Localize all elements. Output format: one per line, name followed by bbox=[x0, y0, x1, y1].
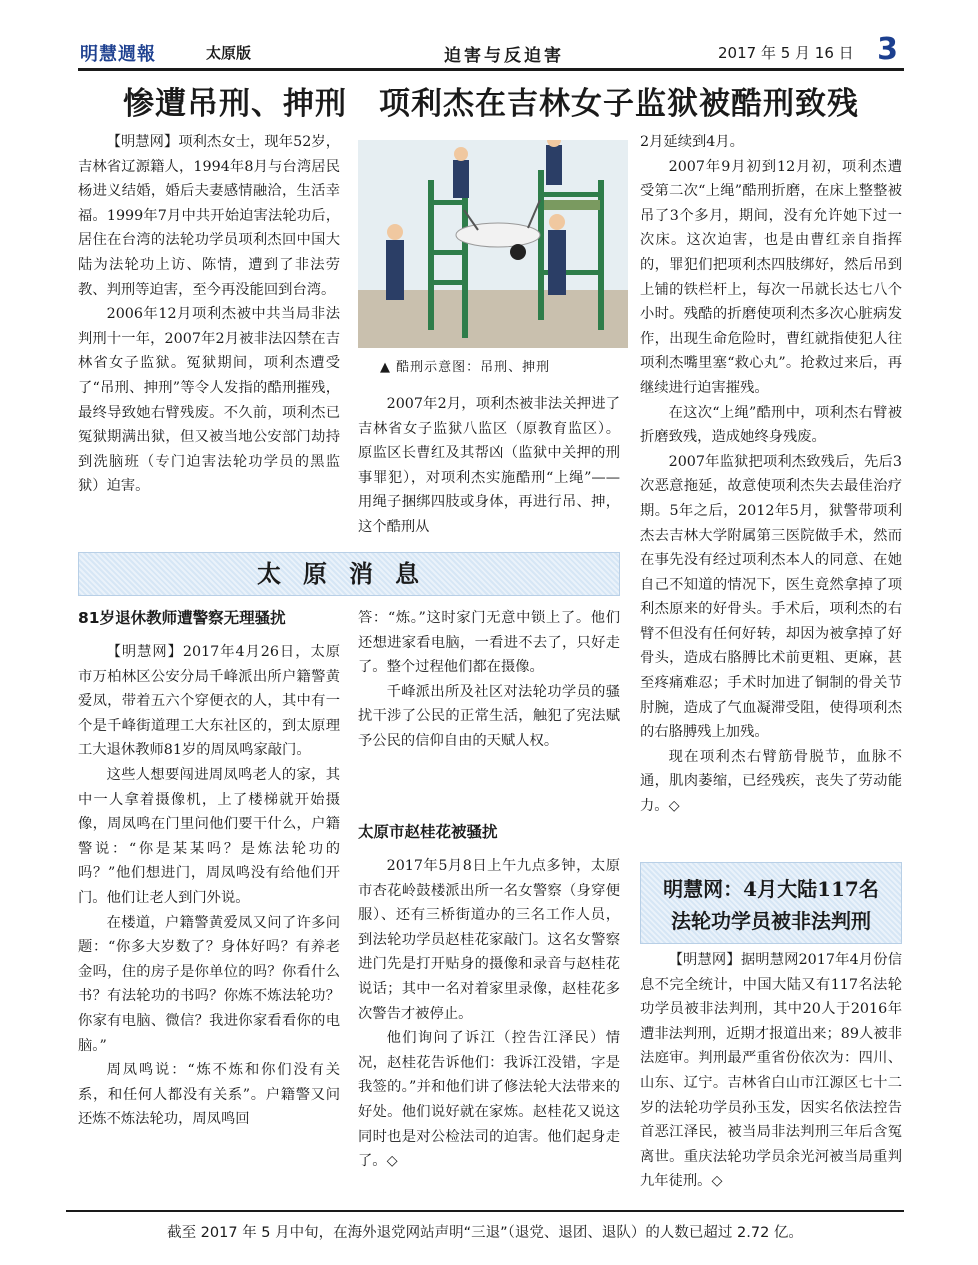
paragraph: 现在项利杰右臂筋骨脱节，血脉不通，肌肉萎缩，已经残疾，丧失了劳动能力。◇ bbox=[640, 748, 902, 815]
paragraph: 2007年9月初到12月初，项利杰遭受第二次“上绳”酷刑折磨，在床上整整被吊了3个多月，期间，没有允许她下过一次床。这次迫害，也是由曹红亲自指挥的，罪犯们把项利杰四肢绑好，然后吊到上铺的铁栏杆上，每次一吊就长达七八个小时。残酷的折磨使项利杰多次心脏病发作，出现生命危险时，曹红就指使犯人往项利杰嘴里塞“救心丸”。抢救过来后，再继续进行迫害摧残。 bbox=[640, 158, 902, 396]
sidebox-body bbox=[640, 948, 902, 1194]
paragraph: 2007年2月，项利杰被非法关押进了吉林省女子监狱八监区（原教育监区）。原监区长曹红及其帮凶（监狱中关押的刑事罪犯），对项利杰实施酷刑“上绳”——用绳子捆绑四肢或身体，再进行吊、抻，这个酷刑从 bbox=[358, 396, 620, 535]
sidebox-title-line1: 明慧网：4月大陆117名 bbox=[663, 877, 879, 901]
illustration-caption: ▲ 酷刑示意图：吊刑、抻刑 bbox=[380, 360, 551, 375]
article1-column3 bbox=[640, 130, 902, 819]
sidebox-title-line2: 法轮功学员被非法判刑 bbox=[671, 909, 871, 933]
section-title: 迫害与反迫害 bbox=[444, 46, 564, 66]
torture-illustration bbox=[358, 140, 628, 348]
news1-title: 81岁退休教师遭警察无理骚扰 bbox=[78, 609, 286, 627]
sidebox-title bbox=[640, 862, 902, 944]
section-banner: 太原消息 bbox=[78, 552, 620, 596]
footer-rule bbox=[66, 1210, 904, 1212]
paragraph: 答：“炼。”这时家门无意中锁上了。他们还想进家看电脑，一看进不去了，只好走了。整个过程他们都在摄像。 bbox=[358, 610, 620, 676]
paragraph: 周凤鸣说：“炼不炼和你们没有关系，和任何人都没有关系”。户籍警又问还炼不炼法轮功，周凤鸣回 bbox=[78, 1062, 340, 1128]
article1-column2 bbox=[358, 392, 620, 540]
news2-title: 太原市赵桂花被骚扰 bbox=[358, 823, 498, 841]
news1-column2 bbox=[358, 606, 620, 754]
masthead: 明慧週報 bbox=[80, 44, 156, 65]
paragraph: 2月延续到4月。 bbox=[640, 134, 744, 150]
paragraph: 在楼道，户籍警黄爱凤又问了许多问题：“你多大岁数了？身体好吗？有养老金吗，住的房子是你单位的吗？你看什么书？有法轮功的书吗？你炼不炼法轮功？你家有电脑、微信？我进你家看看你的电脑。” bbox=[78, 914, 340, 1054]
paragraph: 【明慧网】2017年4月26日，太原市万柏林区公安分局千峰派出所户籍警黄爱凤，带着五六个穿便衣的人，其中有一个是千峰街道理工大东社区的，到太原理工大退休教师81岁的周凤鸣家敲门。 bbox=[78, 644, 340, 759]
main-headline: 惨遭吊刑、抻刑 项利杰在吉林女子监狱被酷刑致残 bbox=[123, 86, 859, 122]
news1-column1 bbox=[78, 640, 340, 1132]
paragraph: 【明慧网】据明慧网2017年4月份信息不完全统计，中国大陆又有117名法轮功学员被非法判刑，其中20人于2016年遭非法判刑，近期才报道出来；89人被非法庭审。判刑最严重省份依次为：四川、山东、辽宁。吉林省白山市江源区七十二岁的法轮功学员孙玉发，因实名依法控告首恶江泽民，被当局非法判刑三年后含冤离世。重庆法轮功学员余光河被当局重判九年徒刑。◇ bbox=[640, 952, 902, 1190]
page-header bbox=[78, 32, 904, 67]
paragraph: 在这次“上绳”酷刑中，项利杰右臂被折磨致残，造成她终身残废。 bbox=[640, 404, 902, 446]
paragraph: 2006年12月项利杰被中共当局非法判刑十一年，2007年2月被非法囚禁在吉林省女子监狱。冤狱期间，项利杰遭受了“吊刑、抻刑”等令人发指的酷刑摧残，最终导致她右臂残废。不久前，项利杰已冤狱期满出狱，但又被当地公安部门劫持到洗脑班（专门迫害法轮功学员的黑监狱）迫害。 bbox=[78, 306, 340, 495]
article1-column1 bbox=[78, 130, 340, 499]
paragraph: 他们询问了诉江（控告江泽民）情况，赵桂花告诉他们：我诉江没错，字是我签的。”并和他们讲了修法轮大法带来的好处。他们说好就在家炼。赵桂花又说这同时也是对公检法司的迫害。他们起身走了。◇ bbox=[358, 1030, 620, 1170]
page-number: 3 bbox=[877, 32, 898, 67]
paragraph: 千峰派出所及社区对法轮功学员的骚扰干涉了公民的正常生活，触犯了宪法赋予公民的信仰自由的天赋人权。 bbox=[358, 683, 620, 749]
header-rule bbox=[78, 68, 904, 71]
paragraph: 【明慧网】项利杰女士，现年52岁，吉林省辽源籍人，1994年8月与台湾居民杨进义结婚，婚后夫妻感情融洽，生活幸福。1999年7月中共开始迫害法轮功后，居住在台湾的法轮功学员项利杰回中国大陆为法轮功上访、陈情，遭到了非法劳教、判刑等迫害，至今再没能回到台湾。 bbox=[78, 134, 340, 298]
issue-date: 2017 年 5 月 16 日 bbox=[718, 44, 854, 62]
news2-column bbox=[358, 854, 620, 1174]
footer-notice: 截至 2017 年 5 月中旬，在海外退党网站声明“三退”（退党、退团、退队）的人数已超过 2.72 亿。 bbox=[167, 1225, 803, 1241]
paragraph: 2017年5月8日上午九点多钟，太原市杏花岭鼓楼派出所一名女警察（身穿便服）、还有三桥街道办的三名工作人员，到法轮功学员赵桂花家敲门。这名女警察进门先是打开贴身的摄像和录音与赵桂花说话；其中一名对着家里录像，赵桂花多次警告才被停止。 bbox=[358, 858, 620, 1022]
edition-label: 太原版 bbox=[206, 44, 252, 62]
paragraph: 2007年监狱把项利杰致残后，先后3次恶意拖延，故意使项利杰失去最佳治疗期。5年之后，2012年5月，狱警带项利杰去吉林大学附属第三医院做手术，然而在事先没有经过项利杰本人的同意、在她自己不知道的情况下，医生竟然拿掉了项利杰原来的好骨头。手术后，项利杰的右臂不但没有任何好转，却因为被拿掉了好骨头，造成右胳膊比术前更粗、更麻，甚至疼痛难忍；手术时加进了铜制的骨关节肘腕，造成了气血凝滞受阻，使得项利杰的右胳膊残上加残。 bbox=[640, 453, 902, 741]
paragraph: 这些人想要闯进周凤鸣老人的家，其中一人拿着摄像机，上了楼梯就开始摄像，周凤鸣在门里问他们要干什么，户籍警说：“你是某某吗？是炼法轮功的吗？”他们想进门，周凤鸣没有给他们开门。他们让老人到门外说。 bbox=[78, 766, 340, 906]
